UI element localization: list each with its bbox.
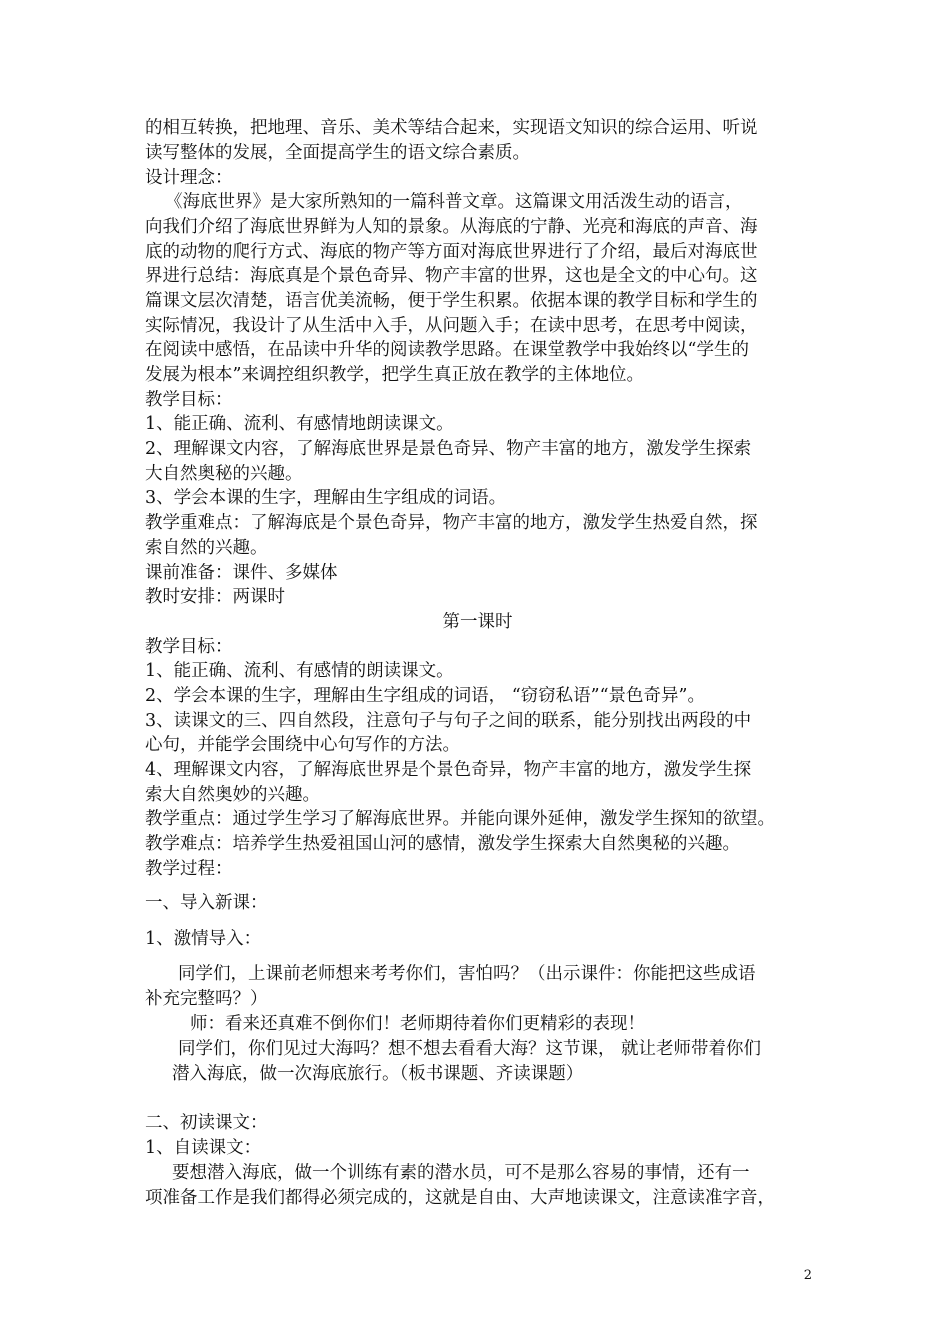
text-line: 实际情况，我设计了从生活中入手，从问题入手；在读中思考，在思考中阅读，	[145, 316, 758, 336]
heading-teaching-goals: 教学目标：	[145, 637, 233, 657]
list-item: 3、学会本课的生字，理解由生字组成的词语。	[145, 488, 507, 508]
subheading: 1、自读课文：	[145, 1138, 262, 1158]
section-title: 第一课时	[442, 612, 513, 632]
text-line: 潜入海底，做一次海底旅行。（板书课题、齐读课题）	[172, 1064, 584, 1084]
heading-section-2: 二、初读课文：	[145, 1113, 268, 1133]
text-line: 界进行总结：海底真是个景色奇异、物产丰富的世界，这也是全文的中心句。这	[145, 266, 758, 286]
heading-teaching-process: 教学过程：	[145, 859, 233, 879]
text-line: 底的动物的爬行方式、海底的物产等方面对海底世界进行了介绍，最后对海底世	[145, 242, 758, 262]
text-line: 的相互转换，把地理、音乐、美术等结合起来，实现语文知识的综合运用、听说	[145, 118, 758, 138]
text-line: 教学重难点：了解海底是个景色奇异，物产丰富的地方，激发学生热爱自然，探	[145, 513, 758, 533]
text-line: 发展为根本”来调控组织教学，把学生真正放在教学的主体地位。	[145, 365, 644, 385]
subheading: 1、激情导入：	[145, 929, 262, 949]
list-item: 2、学会本课的生字，理解由生字组成的词语， “窃窃私语”“景色奇异”。	[145, 686, 705, 706]
text-line: 索自然的兴趣。	[145, 538, 268, 558]
text-line: 大自然奥秘的兴趣。	[145, 464, 303, 484]
text-line: 补充完整吗？）	[145, 989, 268, 1009]
text-line: 教时安排：两课时	[145, 587, 285, 607]
list-item: 3、读课文的三、四自然段，注意句子与句子之间的联系，能分别找出两段的中	[145, 711, 752, 731]
heading-section-1: 一、导入新课：	[145, 893, 268, 913]
text-line: 项准备工作是我们都得必须完成的，这就是自由、大声地读课文，注意读准字音，	[145, 1188, 775, 1208]
text-line: 心句，并能学会围绕中心句写作的方法。	[145, 735, 460, 755]
text-line: 《海底世界》是大家所熟知的一篇科普文章。这篇课文用活泼生动的语言，	[165, 192, 743, 212]
text-line: 篇课文层次清楚，语言优美流畅，便于学生积累。依据本课的教学目标和学生的	[145, 291, 758, 311]
text-line: 教学难点：培养学生热爱祖国山河的感情，激发学生探索大自然奥秘的兴趣。	[145, 834, 740, 854]
heading-teaching-goals: 教学目标：	[145, 390, 233, 410]
list-item: 1、能正确、流利、有感情地朗读课文。	[145, 414, 454, 434]
text-line: 要想潜入海底，做一个训练有素的潜水员，可不是那么容易的事情，还有一	[172, 1163, 750, 1183]
text-line: 课前准备：课件、多媒体	[145, 563, 338, 583]
text-line: 索大自然奥妙的兴趣。	[145, 785, 320, 805]
text-line: 读写整体的发展，全面提高学生的语文综合素质。	[145, 143, 530, 163]
list-item: 4、理解课文内容，了解海底世界是个景色奇异，物产丰富的地方，激发学生探	[145, 760, 752, 780]
text-line: 向我们介绍了海底世界鲜为人知的景象。从海底的宁静、光亮和海底的声音、海	[145, 217, 758, 237]
list-item: 2、理解课文内容，了解海底世界是景色奇异、物产丰富的地方，激发学生探索	[145, 439, 752, 459]
heading-design-concept: 设计理念：	[145, 168, 233, 188]
text-line: 教学重点：通过学生学习了解海底世界。并能向课外延伸，激发学生探知的欲望。	[145, 809, 775, 829]
text-line: 同学们，你们见过大海吗？想不想去看看大海？这节课， 就让老师带着你们	[178, 1039, 762, 1059]
page-number: 2	[803, 1268, 812, 1283]
text-line: 同学们，上课前老师想来考考你们，害怕吗？（出示课件：你能把这些成语	[178, 964, 756, 984]
text-line: 师：看来还真难不倒你们！老师期待着你们更精彩的表现！	[190, 1014, 645, 1034]
text-line: 在阅读中感悟，在品读中升华的阅读教学思路。在课堂教学中我始终以“学生的	[145, 340, 749, 360]
list-item: 1、能正确、流利、有感情的朗读课文。	[145, 661, 454, 681]
